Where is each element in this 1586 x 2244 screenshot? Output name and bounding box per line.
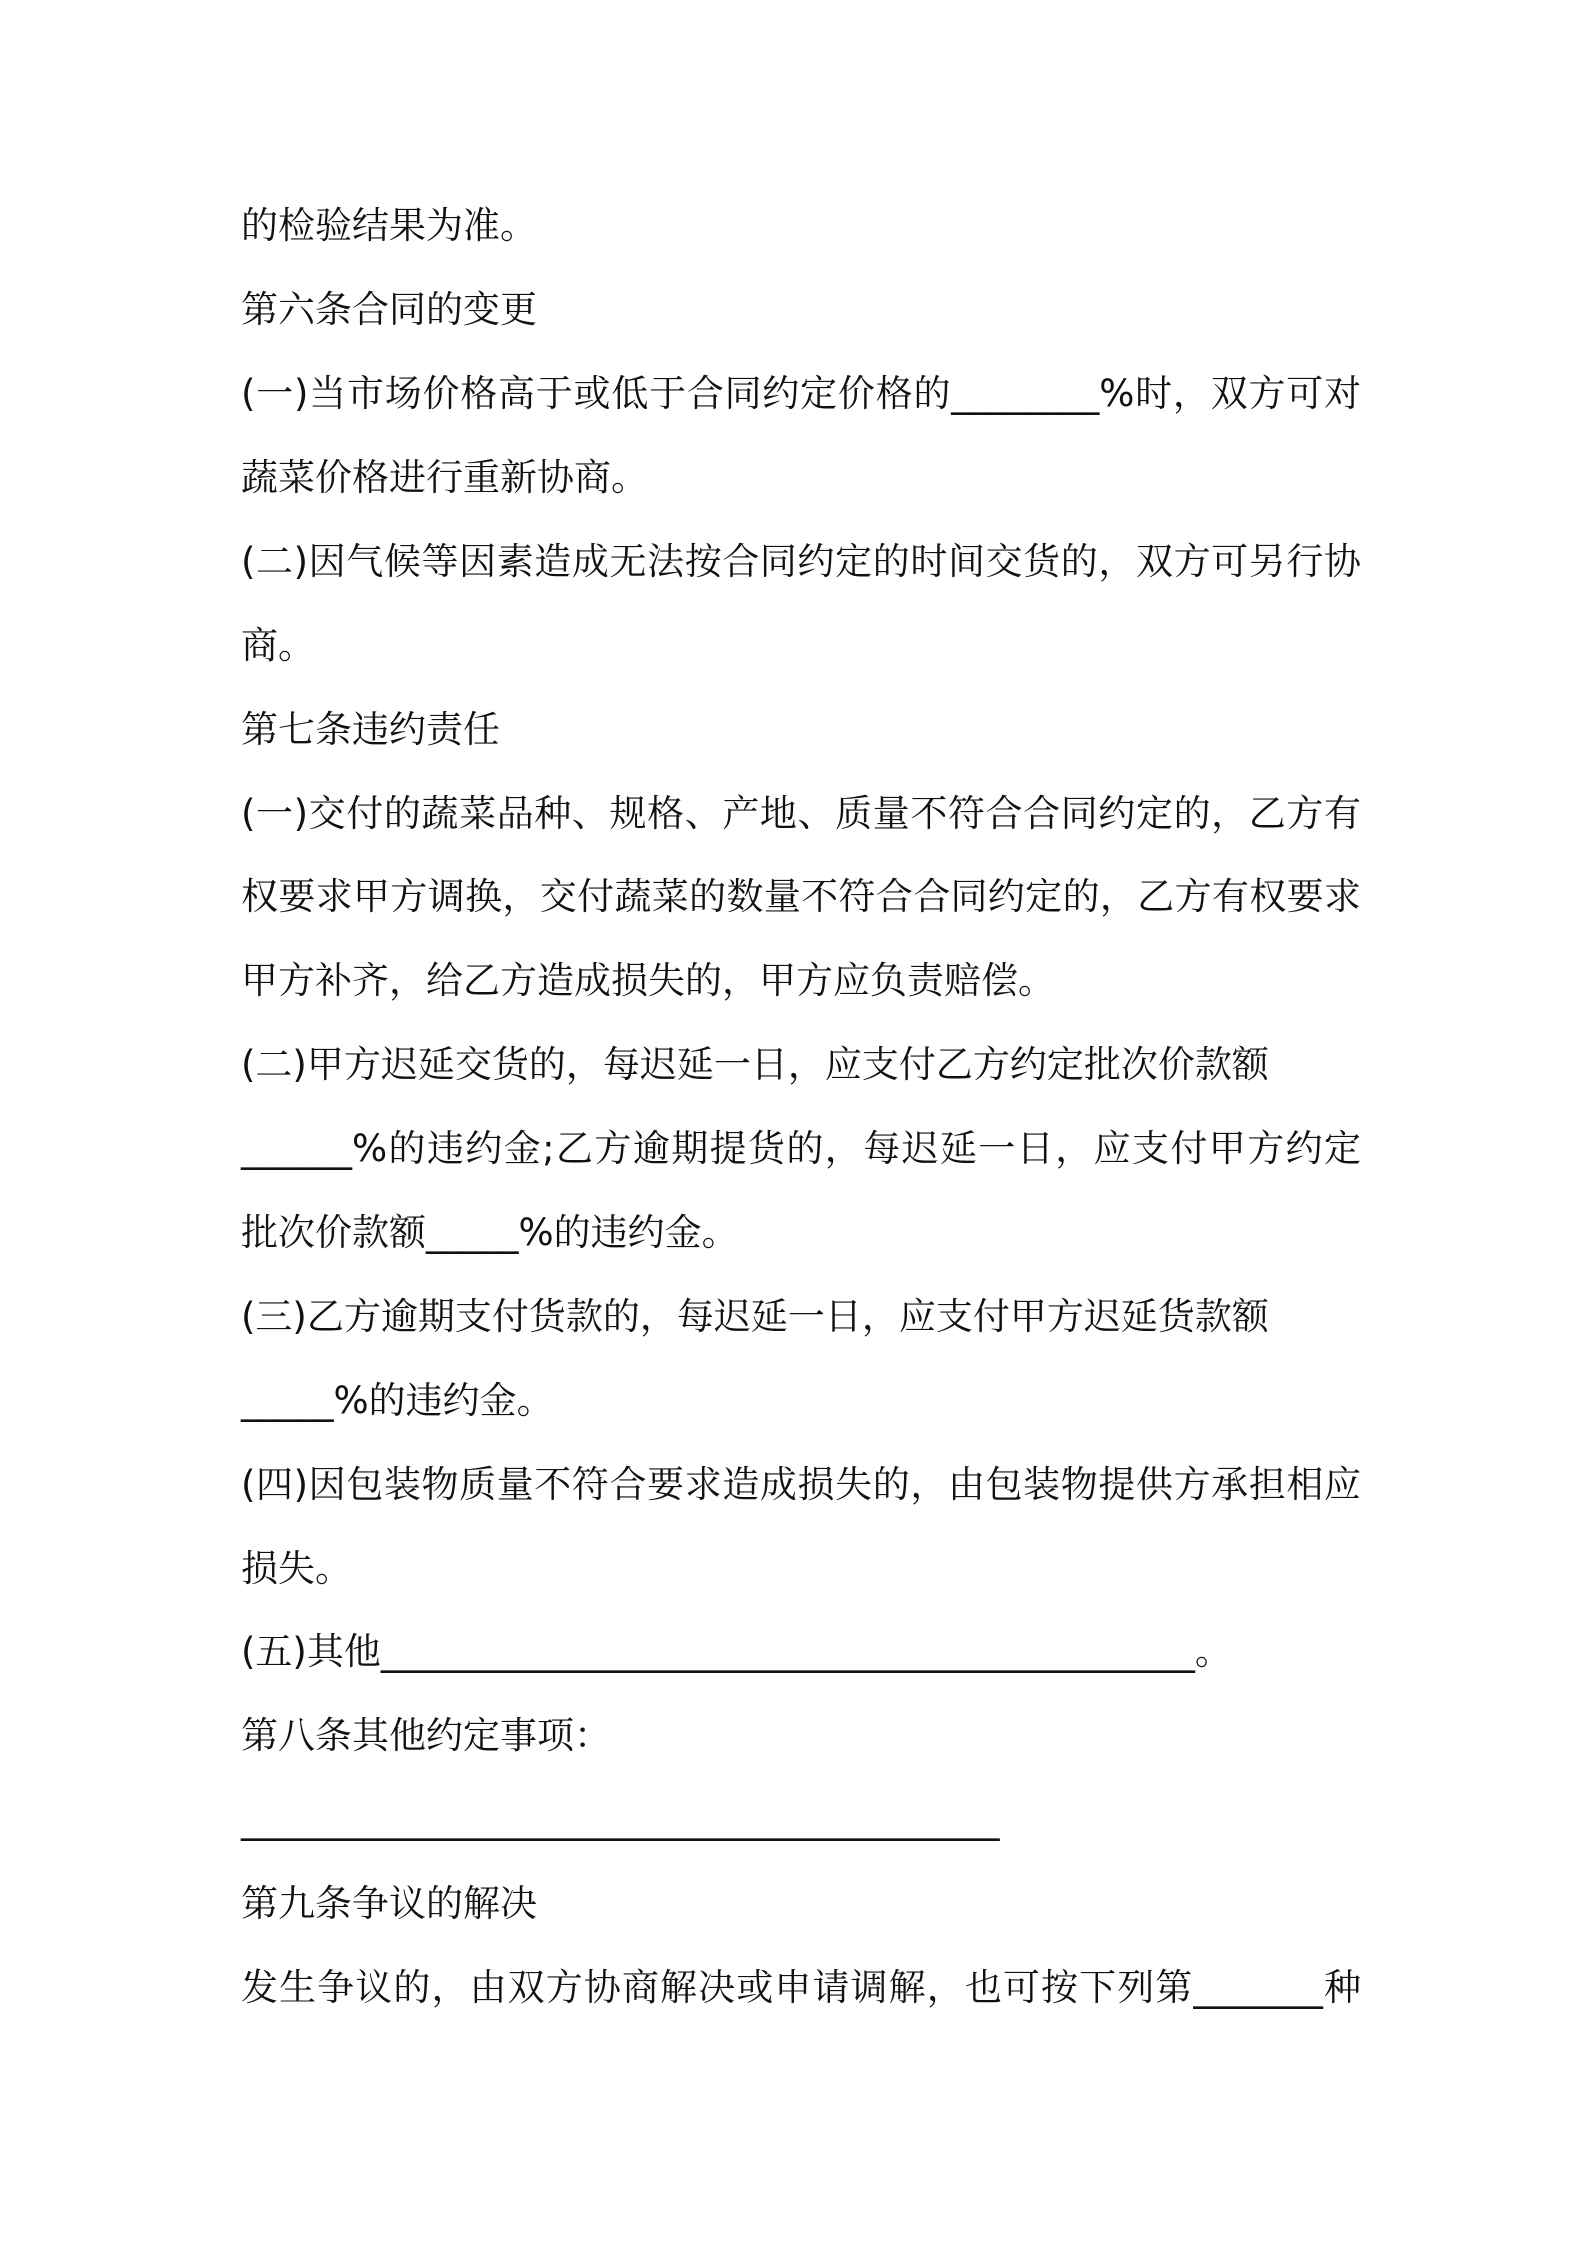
text-line-10: 甲方补齐，给乙方造成损失的，甲方应负责赔偿。 <box>241 959 1055 1002</box>
text-line-15: _____%的违约金。 <box>241 1379 554 1422</box>
text-line-17: 损失。 <box>241 1547 352 1590</box>
text-line-5: (二)因气候等因素造成无法按合同约定的时间交货的，双方可另行协 <box>241 540 1361 583</box>
text-line-18: (五)其他____________________________________________。 <box>241 1630 1232 1673</box>
article-6-heading: 第六条合同的变更 <box>241 288 537 331</box>
text-line-22: 发生争议的，由双方协商解决或申请调解，也可按下列第_______种 <box>241 1966 1361 2009</box>
text-line-9: 权要求甲方调换，交付蔬菜的数量不符合合同约定的，乙方有权要求 <box>241 875 1361 918</box>
article-8-heading: 第八条其他约定事项： <box>241 1714 611 1757</box>
article-9-heading: 第九条争议的解决 <box>241 1882 537 1925</box>
text-line-3: (一)当市场价格高于或低于合同约定价格的________%时，双方可对 <box>241 372 1361 415</box>
text-line-1: 的检验结果为准。 <box>241 204 537 247</box>
blank-fill-line: _________________________________________ <box>241 1798 1000 1841</box>
text-line-6: 商。 <box>241 624 315 667</box>
article-7-heading: 第七条违约责任 <box>241 708 500 751</box>
text-line-8: (一)交付的蔬菜品种、规格、产地、质量不符合合同约定的，乙方有 <box>241 792 1361 835</box>
text-line-4: 蔬菜价格进行重新协商。 <box>241 456 648 499</box>
text-line-12: ______%的违约金;乙方逾期提货的，每迟延一日，应支付甲方约定 <box>241 1127 1361 1170</box>
text-line-16: (四)因包装物质量不符合要求造成损失的，由包装物提供方承担相应 <box>241 1463 1361 1506</box>
text-line-13: 批次价款额_____%的违约金。 <box>241 1211 739 1254</box>
text-line-14: (三)乙方逾期支付货款的，每迟延一日，应支付甲方迟延货款额 <box>241 1295 1269 1338</box>
text-line-11: (二)甲方迟延交货的，每迟延一日，应支付乙方约定批次价款额 <box>241 1043 1269 1086</box>
